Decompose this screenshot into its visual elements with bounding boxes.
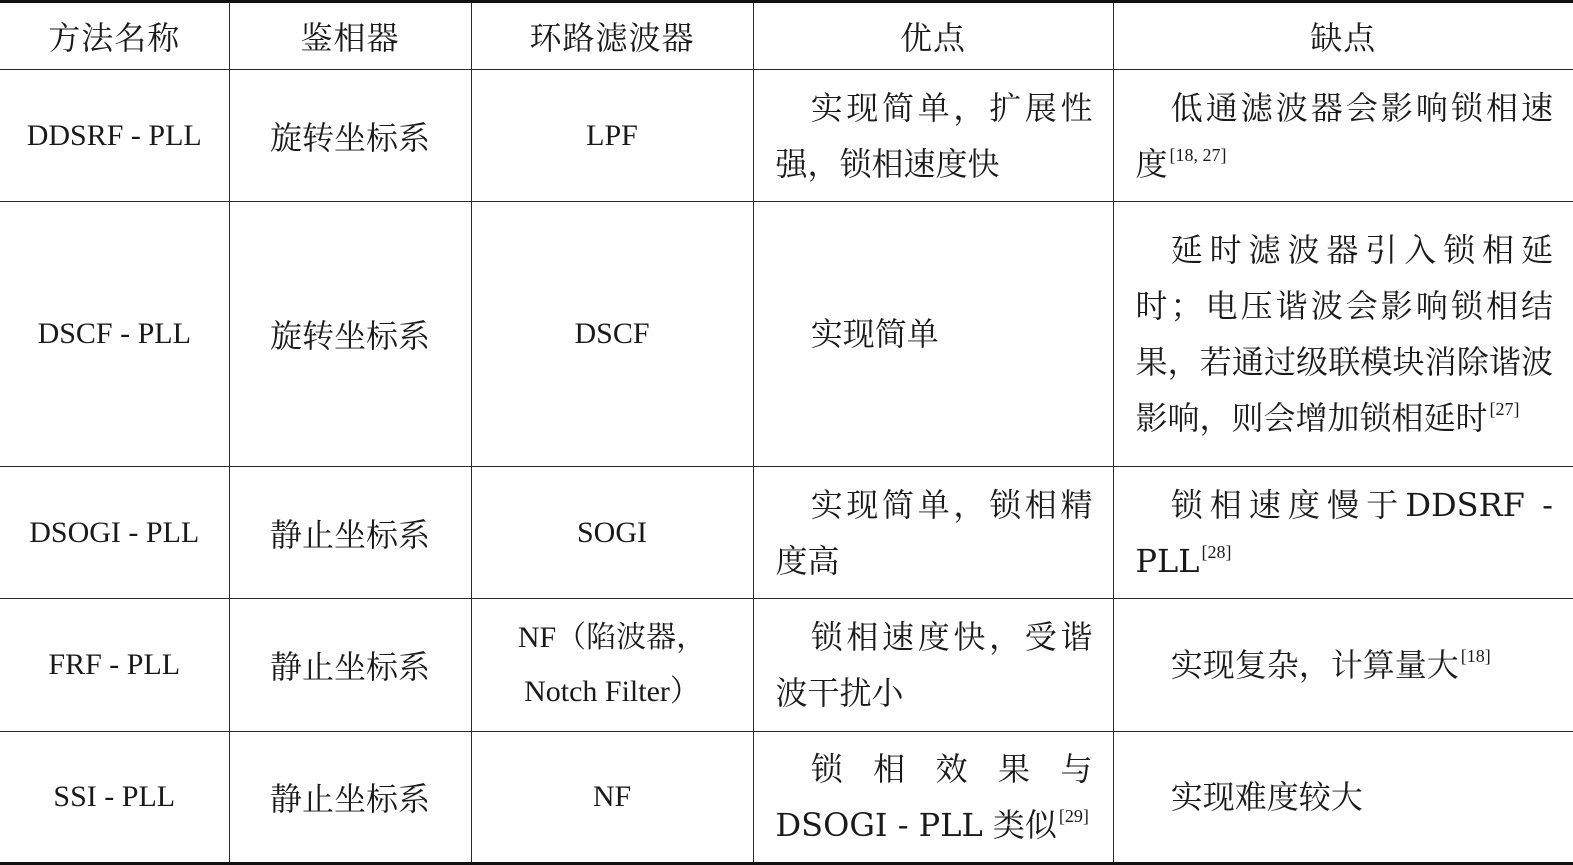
table-row: [0, 202, 1573, 467]
table-row: [0, 466, 1573, 598]
header-row: [0, 2, 1573, 70]
advantage-cell: [753, 70, 1113, 202]
filter-line: NF（陷波器，: [517, 620, 707, 654]
disadvantage-text: 实现难度较大: [1170, 777, 1363, 816]
header-detector: 鉴相器: [229, 2, 471, 70]
citation-ref: [29]: [1058, 805, 1089, 826]
filter-cell: LPF: [471, 70, 753, 202]
advantage-cell: [753, 466, 1113, 598]
advantage-cell: [753, 202, 1113, 467]
table-row: [0, 70, 1573, 202]
disadvantage-text: 实现复杂，计算量大: [1170, 645, 1459, 684]
disadvantage-text: 延时滤波器引入锁相延时；电压谐波会影响锁相结果，若通过级联模块消除谐波影响，则会增加锁相延时: [1135, 231, 1553, 438]
disadvantage-cell: [1113, 70, 1573, 202]
table-header: [0, 2, 1573, 70]
advantage-text: 实现简单，扩展性强，锁相速度快: [775, 88, 1093, 183]
citation-ref: [18, 27]: [1169, 144, 1227, 165]
citation-ref: [18]: [1460, 645, 1491, 666]
detector-cell: 静止坐标系: [229, 731, 471, 863]
detector-cell: 旋转坐标系: [229, 202, 471, 467]
detector-cell: 静止坐标系: [229, 466, 471, 598]
advantage-cell: [753, 731, 1113, 863]
header-advantage: 优点: [753, 2, 1113, 70]
filter-cell: [471, 599, 753, 731]
method-cell: DSCF - PLL: [0, 202, 229, 467]
method-cell: SSI - PLL: [0, 731, 229, 863]
detector-cell: 静止坐标系: [229, 599, 471, 731]
disadvantage-cell: [1113, 466, 1573, 598]
disadvantage-cell: [1113, 202, 1573, 467]
advantage-text: 实现简单: [810, 315, 939, 354]
disadvantage-text: 锁相速度慢于DDSRF - PLL: [1135, 485, 1553, 580]
method-cell: FRF - PLL: [0, 599, 229, 731]
advantage-text: 实现简单，锁相精度高: [775, 485, 1093, 580]
filter-cell: SOGI: [471, 466, 753, 598]
citation-ref: [28]: [1201, 541, 1232, 562]
advantage-text: 锁相效果与 DSOGI - PLL 类似: [775, 749, 1093, 844]
disadvantage-cell: [1113, 731, 1573, 863]
method-cell: DSOGI - PLL: [0, 466, 229, 598]
table-body: [0, 70, 1573, 864]
method-cell: DDSRF - PLL: [0, 70, 229, 202]
table-row: [0, 731, 1573, 863]
header-disadvantage: 缺点: [1113, 2, 1573, 70]
filter-line: Notch Filter）: [524, 674, 700, 708]
header-method: 方法名称: [0, 2, 229, 70]
table-row: [0, 599, 1573, 731]
disadvantage-text: 低通滤波器会影响锁相速度: [1135, 88, 1553, 183]
citation-ref: [27]: [1489, 399, 1520, 420]
filter-cell: NF: [471, 731, 753, 863]
detector-cell: 旋转坐标系: [229, 70, 471, 202]
disadvantage-cell: [1113, 599, 1573, 731]
advantage-cell: [753, 599, 1113, 731]
filter-cell: DSCF: [471, 202, 753, 467]
header-filter: 环路滤波器: [471, 2, 753, 70]
advantage-text: 锁相速度快，受谐波干扰小: [775, 617, 1093, 712]
